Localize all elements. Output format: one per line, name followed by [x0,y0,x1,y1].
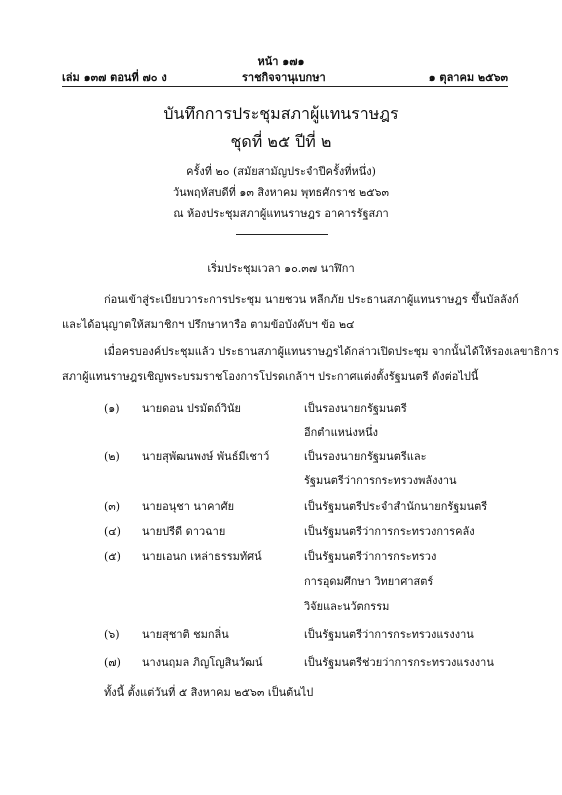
minister-position: เป็นรัฐมนตรีช่วยว่าการกระทรวงแรงงาน [304,656,494,669]
paragraph-2-line-2: สภาผู้แทนราษฎรเชิญพระบรมราชโองการโปรดเกล้าฯ ประกาศแต่งตั้งรัฐมนตรี ดังต่อไปนี้ [62,370,479,383]
minister-number: (๓) [104,500,121,513]
effective-date-note: ทั้งนี้ ตั้งแต่วันที่ ๕ สิงหาคม ๒๕๖๓ เป็นต้นไป [104,686,314,699]
minister-name: นายสุชาติ ชมกลิ่น [142,628,229,641]
gazette-header [62,68,508,84]
session-number: ครั้งที่ ๒๐ (สมัยสามัญประจำปีครั้งที่หนึ่ง) [186,165,376,178]
minister-name: นายดอน ปรมัตถ์วินัย [142,402,241,415]
minister-number: (๔) [104,525,121,538]
publication-date: ๑ ตุลาคม ๒๕๖๓ [428,71,508,84]
page-number: หน้า ๑๗๑ [257,55,305,68]
minister-name: นายปรีดี ดาวฉาย [142,525,226,538]
header-divider [62,86,508,87]
volume-issue: เล่ม ๑๓๗ ตอนที่ ๗๐ ง [62,71,167,84]
minister-position: เป็นรัฐมนตรีว่าการกระทรวง [304,550,437,563]
session-place: ณ ห้องประชุมสภาผู้แทนราษฎร อาคารรัฐสภา [173,207,389,220]
minister-number: (๕) [104,550,121,563]
minister-position: รัฐมนตรีว่าการกระทรวงพลังงาน [304,474,457,487]
start-time: เริ่มประชุมเวลา ๑๐.๓๗ นาฬิกา [207,262,355,275]
minister-name: นายสุพัฒนพงษ์ พันธ์มีเชาว์ [142,450,270,463]
minister-position: วิจัยและนวัตกรรม [304,600,390,613]
minister-position: เป็นรองนายกรัฐมนตรีและ [304,450,427,463]
paragraph-2-line-1: เมื่อครบองค์ประชุมแล้ว ประธานสภาผู้แทนราษฎรได้กล่าวเปิดประชุม จากนั้นได้ให้รองเลขาธิการ [104,345,559,358]
publication-name: ราชกิจจานุเบกษา [242,71,326,84]
minister-position: เป็นรัฐมนตรีว่าการกระทรวงการคลัง [304,525,475,538]
minister-number: (๗) [104,656,121,669]
minister-position: อีกตำแหน่งหนึ่ง [304,426,378,439]
minister-position: เป็นรัฐมนตรีว่าการกระทรวงแรงงาน [304,628,474,641]
minister-name: นายอนุชา นาคาศัย [142,500,235,513]
minister-name: นายเอนก เหล่าธรรมทัศน์ [142,550,262,563]
paragraph-1-line-2: และได้อนุญาตให้สมาชิกฯ ปรึกษาหารือ ตามข้อบังคับฯ ข้อ ๒๔ [62,318,355,331]
title-divider [236,234,328,235]
minister-name: นางนฤมล ภิญโญสินวัฒน์ [142,656,263,669]
document-title: บันทึกการประชุมสภาผู้แทนราษฎร [163,104,399,123]
minister-number: (๖) [104,628,120,641]
document-series: ชุดที่ ๒๕ ปีที่ ๒ [230,132,332,151]
minister-position: เป็นรัฐมนตรีประจำสำนักนายกรัฐมนตรี [304,500,488,513]
minister-position: เป็นรองนายกรัฐมนตรี [304,402,407,415]
minister-number: (๑) [104,402,120,415]
minister-number: (๒) [104,450,120,463]
session-date: วันพฤหัสบดีที่ ๑๓ สิงหาคม พุทธศักราช ๒๕๖๓ [172,186,390,199]
minister-position: การอุดมศึกษา วิทยาศาสตร์ [304,575,434,588]
paragraph-1-line-1: ก่อนเข้าสู่ระเบียบวาระการประชุม นายชวน หลีกภัย ประธานสภาผู้แทนราษฎร ขึ้นบัลลังก์ [104,293,519,306]
